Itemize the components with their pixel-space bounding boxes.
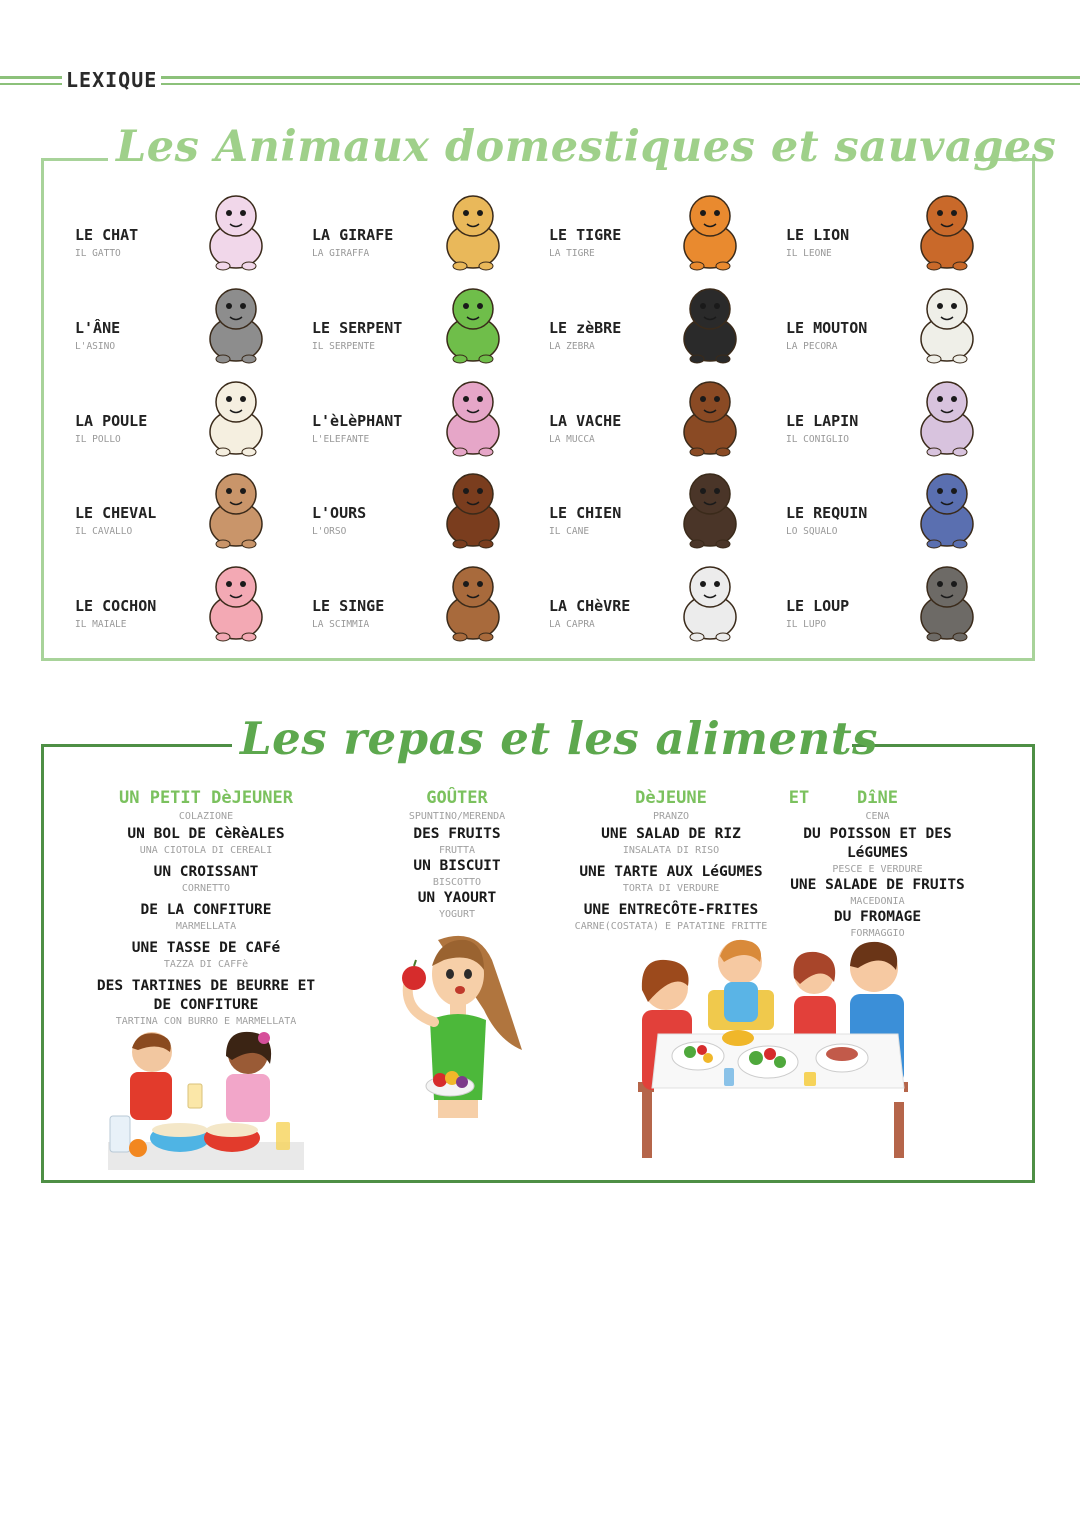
page-title: LEXIQUE — [62, 68, 161, 92]
snack-item: UN YAOURT — [417, 890, 497, 906]
animal-name-fr: LE CHEVAL — [75, 504, 157, 522]
lunch-item-it: CARNE(COSTATA) E PATATINE FRITTE — [574, 921, 768, 932]
cow-icon — [667, 372, 753, 458]
animal-name-fr: LA POULE — [75, 412, 148, 430]
animal-name-it: IL LUPO — [786, 619, 827, 630]
breakfast-item: UN BOL DE CèRèALES — [127, 826, 285, 842]
animal-name-it: LA PECORA — [786, 341, 838, 352]
animal-name-it: IL MAIALE — [75, 619, 127, 630]
tiger-icon — [667, 186, 753, 272]
animal-entry — [786, 597, 1016, 687]
dog-icon — [667, 464, 753, 550]
animal-name-fr: LE LION — [786, 226, 850, 244]
animal-name-it: IL GATTO — [75, 248, 121, 259]
breakfast-item-it: TAZZA DI CAFFè — [163, 959, 249, 970]
snake-icon — [430, 279, 516, 365]
donkey-icon — [193, 279, 279, 365]
sheep-icon — [904, 279, 990, 365]
snack-item-it: YOGURT — [438, 909, 476, 920]
animal-name-fr: LE COCHON — [75, 597, 157, 615]
animal-name-it: LA SCIMMIA — [312, 619, 370, 630]
animal-name-fr: LE SERPENT — [312, 319, 403, 337]
snack-item-it: FRUTTA — [438, 845, 476, 856]
animal-name-it: LA GIRAFFA — [312, 248, 370, 259]
animal-name-it: IL SERPENTE — [312, 341, 375, 352]
horse-icon — [193, 464, 279, 550]
pig-icon — [193, 557, 279, 643]
animal-name-fr: LE CHAT — [75, 226, 139, 244]
giraffe-icon — [430, 186, 516, 272]
animal-name-it: L'ASINO — [75, 341, 116, 352]
lunch-item-it: INSALATA DI RISO — [622, 845, 720, 856]
animal-name-it: L'ORSO — [312, 526, 347, 537]
breakfast-item: DE CONFITURE — [153, 997, 259, 1013]
animal-name-fr: LE MOUTON — [786, 319, 868, 337]
animal-name-it: L'ELEFANTE — [312, 434, 370, 445]
lion-icon — [904, 186, 990, 272]
dinner-item: DU POISSON ET DES — [803, 826, 952, 842]
snack-heading: GOÛTER — [426, 788, 488, 808]
animal-entry — [75, 597, 305, 687]
animal-name-it: IL POLLO — [75, 434, 121, 445]
header-rule-top — [0, 76, 1080, 79]
animal-name-fr: LE CHIEN — [549, 504, 622, 522]
rabbit-icon — [904, 372, 990, 458]
animal-entry — [312, 597, 542, 687]
animal-name-it: LA MUCCA — [549, 434, 595, 445]
animal-name-fr: LE TIGRE — [549, 226, 622, 244]
cat-icon — [193, 186, 279, 272]
animal-name-fr: L'èLèPHANT — [312, 412, 403, 430]
shark-icon — [904, 464, 990, 550]
animal-name-it: IL LEONE — [786, 248, 832, 259]
zebra-icon — [667, 279, 753, 365]
snack-item-it: BISCOTTO — [432, 877, 482, 888]
animal-name-fr: LE LOUP — [786, 597, 850, 615]
breakfast-heading: UN PETIT DèJEUNER — [119, 788, 293, 808]
lunch-heading-it: PRANZO — [652, 811, 690, 822]
breakfast-item: DE LA CONFITURE — [140, 902, 272, 918]
animal-name-it: LO SQUALO — [786, 526, 838, 537]
animal-name-fr: L'ÂNE — [75, 319, 121, 337]
snack-heading-it: SPUNTINO/MERENDA — [408, 811, 506, 822]
animal-name-it: LA ZEBRA — [549, 341, 595, 352]
animal-name-it: IL CONIGLIO — [786, 434, 849, 445]
lunch-item: UNE ENTRECÔTE-FRITES — [583, 902, 759, 918]
lunch-item: UNE TARTE AUX LéGUMES — [579, 864, 763, 880]
kids-breakfast-illustration — [108, 1030, 304, 1170]
elephant-icon — [430, 372, 516, 458]
animal-name-fr: LA GIRAFE — [312, 226, 394, 244]
animal-name-fr: LE LAPIN — [786, 412, 859, 430]
animal-name-fr: LA VACHE — [549, 412, 622, 430]
header-rule-bottom — [0, 83, 1080, 85]
breakfast-item: UNE TASSE DE CAFé — [131, 940, 281, 956]
animal-name-fr: LE REQUIN — [786, 504, 868, 522]
animals-section-title: Les Animaux domestiques et sauvages — [108, 122, 974, 172]
dinner-heading: DîNE — [857, 788, 898, 808]
dinner-heading-it: CENA — [865, 811, 890, 822]
animal-name-it: IL CANE — [549, 526, 590, 537]
wolf-icon — [904, 557, 990, 643]
lunch-item-it: TORTA DI VERDURE — [622, 883, 720, 894]
dinner-item-it: PESCE E VERDURE — [832, 864, 923, 875]
and-connector: ET — [788, 788, 810, 808]
animal-name-it: IL CAVALLO — [75, 526, 133, 537]
family-dinner-illustration — [628, 938, 918, 1164]
breakfast-item-it: UNA CIOTOLA DI CEREALI — [139, 845, 273, 856]
animal-name-it: LA TIGRE — [549, 248, 595, 259]
breakfast-item: DES TARTINES DE BEURRE ET — [96, 978, 316, 994]
breakfast-heading-it: COLAZIONE — [178, 811, 234, 822]
animal-name-fr: LE zèBRE — [549, 319, 622, 337]
lunch-heading: DèJEUNE — [635, 788, 707, 808]
breakfast-item-it: TARTINA CON BURRO E MARMELLATA — [115, 1016, 297, 1027]
hen-icon — [193, 372, 279, 458]
dinner-item: LéGUMES — [846, 845, 909, 861]
breakfast-item-it: MARMELLATA — [175, 921, 237, 932]
animal-entry — [549, 597, 779, 687]
woman-eating-apple-illustration — [380, 930, 530, 1120]
animal-name-it: LA CAPRA — [549, 619, 595, 630]
goat-icon — [667, 557, 753, 643]
snack-item: DES FRUITS — [413, 826, 501, 842]
meals-section-title: Les repas et les aliments — [232, 712, 852, 765]
bear-icon — [430, 464, 516, 550]
breakfast-item-it: CORNETTO — [181, 883, 231, 894]
dinner-item: UNE SALADE DE FRUITS — [790, 877, 965, 893]
monkey-icon — [430, 557, 516, 643]
dinner-item-it: FORMAGGIO — [850, 928, 905, 939]
animal-name-fr: L'OURS — [312, 504, 367, 522]
snack-item: UN BISCUIT — [413, 858, 501, 874]
animal-name-fr: LA CHèVRE — [549, 597, 631, 615]
animal-name-fr: LE SINGE — [312, 597, 385, 615]
dinner-item-it: MACEDONIA — [850, 896, 905, 907]
lunch-item: UNE SALAD DE RIZ — [601, 826, 741, 842]
breakfast-item: UN CROISSANT — [153, 864, 259, 880]
dinner-item: DU FROMAGE — [833, 909, 922, 925]
